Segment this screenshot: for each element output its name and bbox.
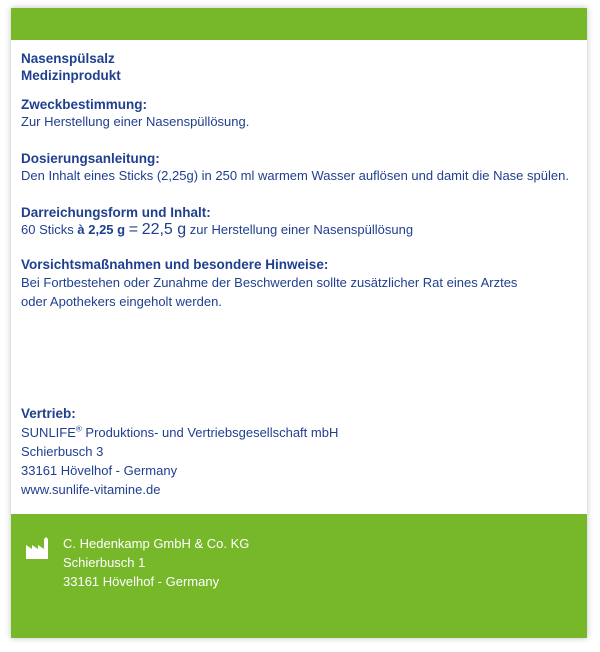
form-section	[21, 204, 577, 238]
product-header	[21, 50, 577, 84]
purpose-text: Zur Herstellung einer Nasenspüllösung.	[21, 114, 250, 129]
manufacturer-name: C. Hedenkamp GmbH & Co. KG	[63, 536, 250, 551]
distributor-company	[21, 423, 338, 442]
product-name: Nasenspülsalz	[21, 51, 115, 66]
product-type: Medizinprodukt	[21, 68, 121, 83]
distributor-website: www.sunlife-vitamine.de	[21, 482, 161, 497]
precautions-line-2: oder Apothekers eingeholt werden.	[21, 294, 222, 309]
dosage-section	[21, 150, 577, 184]
factory-icon	[25, 536, 51, 560]
precautions-section	[21, 256, 577, 311]
form-per-label: à	[77, 222, 85, 237]
distributor-block	[21, 404, 338, 499]
form-per-amount: 2,25 g	[88, 222, 126, 237]
manufacturer-city: 33161 Hövelhof - Germany	[63, 574, 220, 589]
registered-mark: ®	[75, 424, 82, 434]
precautions-line-1: Bei Fortbestehen oder Zunahme der Beschwerden sollte zusätzlicher Rat eines Arztes	[21, 275, 518, 290]
purpose-section	[21, 96, 577, 130]
form-text	[21, 221, 577, 238]
distributor-heading: Vertrieb:	[21, 406, 76, 421]
form-heading: Darreichungsform und Inhalt:	[21, 205, 211, 220]
dosage-text: Den Inhalt eines Sticks (2,25g) in 250 ml warmem Wasser auflösen und damit die Nase spülen.	[21, 168, 569, 183]
top-green-band	[11, 8, 587, 40]
form-suffix: zur Herstellung einer Nasenspüllösung	[189, 222, 414, 237]
purpose-heading: Zweckbestimmung:	[21, 97, 148, 112]
distributor-city: 33161 Hövelhof - Germany	[21, 463, 178, 478]
distributor-company-rest: Produktions- und Vertriebsgesellschaft mbH	[81, 425, 339, 440]
label-content	[21, 50, 577, 323]
form-count: 60 Sticks	[21, 222, 74, 237]
manufacturer-street: Schierbusch 1	[63, 555, 146, 570]
distributor-street: Schierbusch 3	[21, 444, 104, 459]
label-card	[11, 8, 587, 638]
form-equals: =	[128, 221, 139, 238]
manufacturer-block	[63, 534, 249, 591]
distributor-brand: SUNLIFE	[21, 425, 76, 440]
precautions-heading: Vorsichtsmaßnahmen und besondere Hinweise:	[21, 257, 329, 272]
dosage-heading: Dosierungsanleitung:	[21, 151, 160, 166]
bottom-green-band	[11, 514, 587, 638]
form-total: 22,5 g	[141, 221, 187, 238]
